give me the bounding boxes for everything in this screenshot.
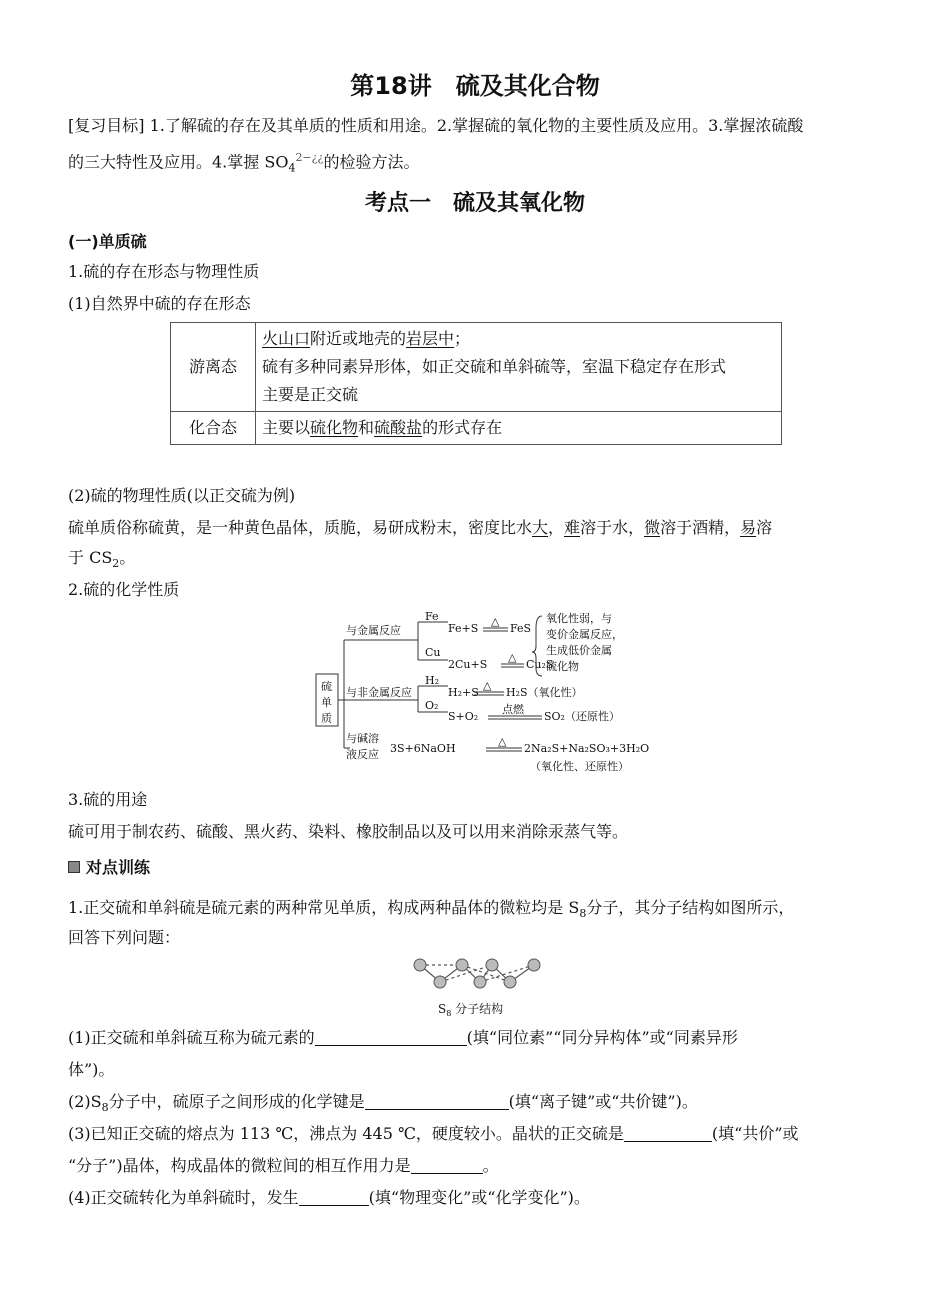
cell-text: 和 [358, 418, 375, 437]
page-title: 第18讲 硫及其化合物 [350, 72, 600, 100]
text: (4)正交硫转化为单斜硫时，发生 [68, 1188, 299, 1207]
label-cu: Cu [425, 646, 441, 659]
underlined-term: 难 [564, 518, 581, 537]
eq-base-left: 3S+6NaOH [390, 742, 456, 755]
table-cell [256, 323, 782, 412]
label-nonmetal: 与非金属反应 [346, 686, 412, 699]
item-subheading: (1)自然界中硫的存在形态 [68, 294, 251, 313]
eq-o2-left: S+O₂ [448, 710, 479, 723]
s8-molecule-figure [408, 953, 548, 1021]
eq-o2-right: SO₂（还原性） [544, 710, 620, 723]
text: (填“共价”或 [711, 1124, 799, 1143]
root-char: 单 [321, 696, 332, 709]
question-1-part4 [68, 1182, 883, 1214]
underlined-term: 微 [644, 518, 661, 537]
question-1-line2: 回答下列问题： [68, 928, 181, 947]
text: ， [548, 518, 565, 537]
question-1-part1-cont: 体”)。 [68, 1060, 115, 1079]
text: (1)正交硫和单斜硫互称为硫元素的 [68, 1028, 315, 1047]
eq-cu-right: Cu₂S [526, 658, 554, 671]
cell-text: 的形式存在 [422, 418, 503, 437]
sulfur-atom [434, 976, 446, 988]
practice-heading [68, 852, 883, 884]
heat-symbol: △ [498, 735, 507, 748]
eq-fe-right: FeS [510, 622, 532, 635]
text: “分子”)晶体，构成晶体的微粒间的相互作用力是 [68, 1156, 411, 1175]
text: (填“物理变化”或“化学变化”)。 [368, 1188, 590, 1207]
review-goals [68, 110, 883, 142]
cell-text: 附近或地壳的 [310, 329, 407, 348]
underlined-term: 大 [532, 518, 549, 537]
condition-ignite: 点燃 [502, 703, 524, 716]
review-goals-line2 [68, 142, 883, 185]
subscript: 8 [579, 907, 587, 921]
label-h2: H₂ [425, 674, 440, 687]
use-heading: 3.硫的用途 [68, 790, 148, 809]
eq-h2-left: H₂+S [448, 686, 479, 699]
use-text: 硫可用于制农药、硫酸、黑火药、染料、橡胶制品以及可以用来消除汞蒸气等。 [68, 822, 629, 841]
sulfur-atom [414, 959, 426, 971]
label-base-1: 与碱溶 [346, 732, 379, 745]
text: 1.正交硫和单斜硫是硫元素的两种常见单质，构成两种晶体的微粒均是 S [68, 898, 580, 917]
subscript: 2 [112, 557, 120, 571]
sulfur-atom [456, 959, 468, 971]
eq-fe-left: Fe+S [448, 622, 479, 635]
heat-symbol: △ [508, 651, 517, 664]
review-text-2a: 的三大特性及应用。4.掌握 SO [68, 152, 289, 172]
text: 硫单质俗称硫黄，是一种黄色晶体，质脆，易研成粉末，密度比水 [68, 518, 533, 537]
table-cell-head: 化合态 [171, 412, 256, 445]
answer-blank[interactable] [299, 1187, 369, 1206]
sulfur-atom [504, 976, 516, 988]
so4-superscript: 2−¿¿ [295, 151, 324, 164]
cell-text: 主要是正交硫 [262, 385, 359, 404]
question-1-part3 [68, 1118, 883, 1150]
eq-base-right: 2Na₂S+Na₂SO₃+3H₂O [524, 742, 650, 755]
note-line: 氧化性弱，与 [546, 612, 612, 625]
existence-table [170, 322, 782, 445]
text: (3)已知正交硫的熔点为 113 ℃，沸点为 445 ℃，硬度较小。晶状的正交硫是 [68, 1124, 624, 1143]
text: 溶于酒精， [660, 518, 741, 537]
review-text-2b: 的检验方法。 [323, 152, 420, 172]
text: (填“离子键”或“共价键”)。 [508, 1092, 698, 1111]
text: (填“同位素”“同分异构体”或“同素异形 [466, 1028, 738, 1047]
eq-h2-right: H₂S（氧化性） [506, 686, 583, 699]
text: 溶于水， [580, 518, 645, 537]
text: (2)S [68, 1092, 102, 1111]
underlined-term: 易 [740, 518, 757, 537]
label-o2: O₂ [425, 699, 439, 712]
mol-caption: $S_8$ 分子结构 [438, 1002, 504, 1018]
item-heading: 1.硫的存在形态与物理性质 [68, 262, 260, 281]
subsection-heading: (一)单质硫 [68, 232, 147, 251]
table-cell [256, 412, 782, 445]
label-base-2: 液反应 [346, 748, 379, 761]
sulfur-atom [528, 959, 540, 971]
cell-text: 硫有多种同素异形体，如正交硫和单斜硫等，室温下稳定存在形式 [262, 357, 727, 376]
answer-blank[interactable] [411, 1155, 483, 1174]
text: 分子，其分子结构如图所示， [586, 898, 795, 917]
eq-base-note: （氧化性、还原性） [530, 760, 629, 773]
review-text-1: 1.了解硫的存在及其单质的性质和用途。2.掌握硫的氧化物的主要性质及应用。3.掌握浓硫酸 [149, 116, 804, 135]
root-char: 质 [321, 712, 332, 725]
heat-symbol: △ [491, 615, 500, 628]
table-cell-head: 游离态 [171, 323, 256, 412]
eq-cu-left: 2Cu+S [448, 658, 488, 671]
question-1-part1 [68, 1022, 883, 1054]
heat-symbol: △ [483, 679, 492, 692]
answer-blank[interactable] [624, 1123, 712, 1142]
review-label: [复习目标] [68, 116, 145, 135]
text: 分子中，硫原子之间形成的化学键是 [108, 1092, 365, 1111]
note-line: 变价金属反应， [546, 628, 623, 641]
physical-heading: (2)硫的物理性质(以正交硫为例) [68, 486, 296, 505]
subscript: 8 [101, 1101, 109, 1115]
label-fe: Fe [425, 610, 439, 623]
so4-subscript: 4 [288, 161, 296, 175]
underlined-term: 火山口 [262, 329, 311, 348]
physical-text-line1 [68, 512, 883, 544]
root-char: 硫 [321, 680, 332, 693]
cell-text: ； [454, 329, 471, 348]
underlined-term: 岩层中 [406, 329, 455, 348]
practice-square-icon [68, 861, 80, 873]
practice-heading-text: 对点训练 [86, 858, 151, 877]
section-title: 考点一 硫及其氧化物 [364, 191, 585, 216]
text: 于 CS [68, 548, 113, 567]
label-metal: 与金属反应 [346, 624, 401, 637]
text: 溶 [756, 518, 773, 537]
underlined-term: 硫酸盐 [374, 418, 423, 437]
note-line: 生成低价金属 [546, 644, 612, 657]
text: 。 [119, 548, 136, 567]
question-1-part3-cont [68, 1150, 883, 1182]
cell-text: 主要以 [262, 418, 311, 437]
sulfur-atom [474, 976, 486, 988]
underlined-term: 硫化物 [310, 418, 359, 437]
sulfur-reaction-diagram [310, 608, 650, 780]
table-row [171, 412, 782, 445]
text: 。 [482, 1156, 499, 1175]
answer-blank[interactable] [315, 1027, 467, 1046]
chemical-heading: 2.硫的化学性质 [68, 580, 180, 599]
note-line: 硫化物 [546, 660, 579, 673]
table-row [171, 323, 782, 412]
answer-blank[interactable] [365, 1091, 509, 1110]
sulfur-atom [486, 959, 498, 971]
